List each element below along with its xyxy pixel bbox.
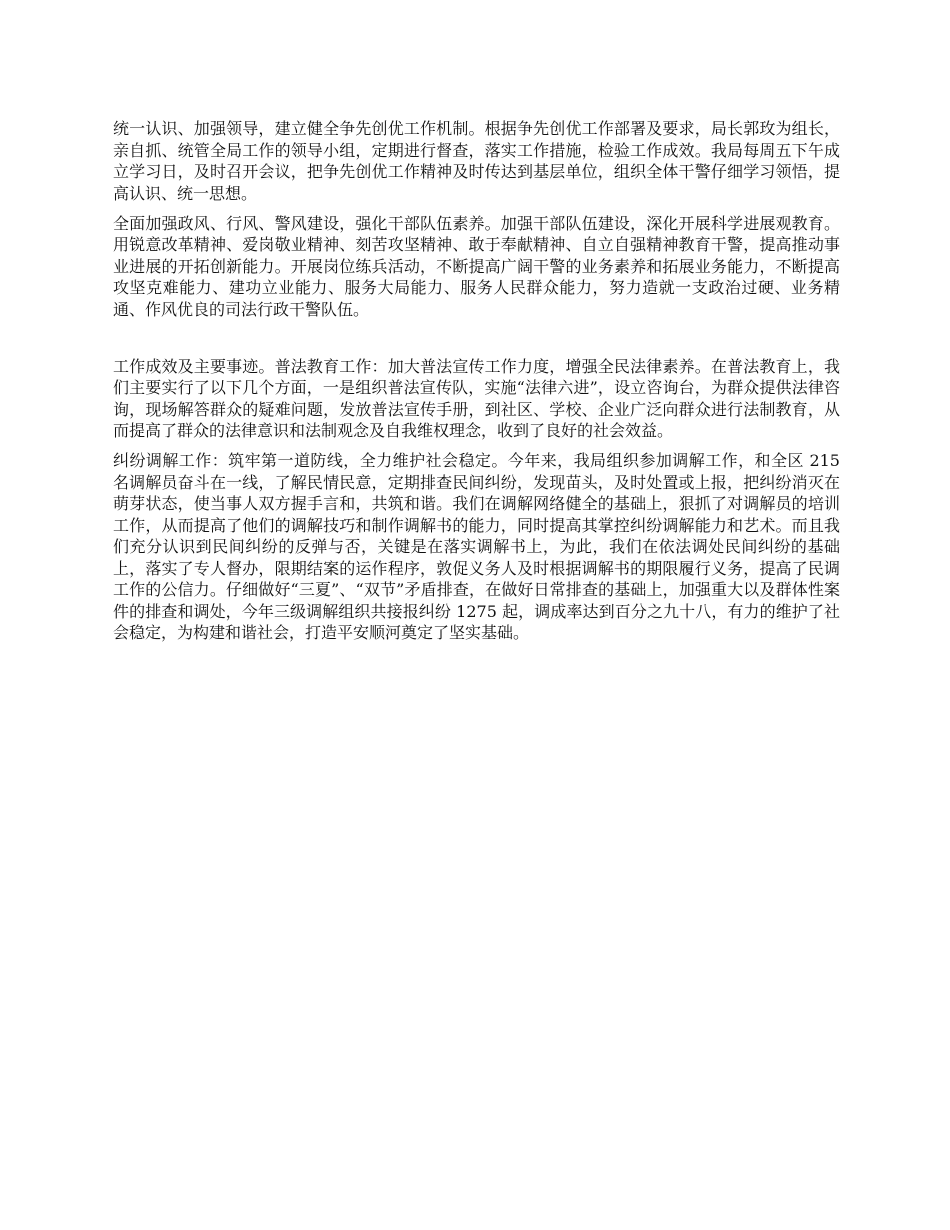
paragraph-legal-education: 工作成效及主要事迹。普法教育工作：加大普法宣传工作力度，增强全民法律素养。在普法教育上，我们主要实行了以下几个方面，一是组织普法宣传队，实施“法律六进”，设立咨询台，为群众提供法律咨询，现场解答群众的疑难问题，发放普法宣传手册，到社区、学校、企业广泛向群众进行法制教育，从而提高了群众的法律意识和法制观念及自我维权理念，收到了良好的社会效益。 (113, 356, 840, 440)
section-spacer (113, 329, 840, 356)
paragraph-dispute-mediation: 纠纷调解工作：筑牢第一道防线，全力维护社会稳定。今年来，我局组织参加调解工作，和全区 215 名调解员奋斗在一线，了解民情民意，定期排查民间纠纷，发现苗头，及时处置或上报，把纠纷消灭在萌芽状态，使当事人双方握手言和，共筑和谐。我们在调解网络健全的基础上，狠抓了对调解员的培训工作，从而提高了他们的调解技巧和制作调解书的能力，同时提高其掌控纠纷调解能力和艺术。而且我们充分认识到民间纠纷的反弹与否，关键是在落实调解书上，为此，我们在依法调处民间纠纷的基础上，落实了专人督办，限期结案的运作程序，敦促义务人及时根据调解书的期限履行义务，提高了民调工作的公信力。仔细做好“三夏”、“双节”矛盾排查，在做好日常排查的基础上，加强重大以及群体性案件的排查和调处，今年三级调解组织共接报纠纷 1275 起，调成率达到百分之九十八，有力的维护了社会稳定，为构建和谐社会，打造平安顺河奠定了坚实基础。 (113, 451, 840, 642)
paragraph-team-building: 全面加强政风、行风、警风建设，强化干部队伍素养。加强干部队伍建设，深化开展科学进展观教育。用锐意改革精神、爱岗敬业精神、刻苦攻坚精神、敢于奉献精神、自立自强精神教育干警，提高推动事业进展的开拓创新能力。开展岗位练兵活动，不断提高广阔干警的业务素养和拓展业务能力，不断提高攻坚克难能力、建功立业能力、服务大局能力、服务人民群众能力，努力造就一支政治过硬、业务精通、作风优良的司法行政干警队伍。 (113, 213, 840, 319)
paragraph-leadership: 统一认识、加强领导，建立健全争先创优工作机制。根据争先创优工作部署及要求，局长郭玫为组长，亲自抓、统管全局工作的领导小组，定期进行督查，落实工作措施，检验工作成效。我局每周五下午成立学习日，及时召开会议，把争先创优工作精神及时传达到基层单位，组织全体干警仔细学习领悟，提高认识、统一思想。 (113, 119, 840, 203)
document-body (113, 118, 840, 652)
